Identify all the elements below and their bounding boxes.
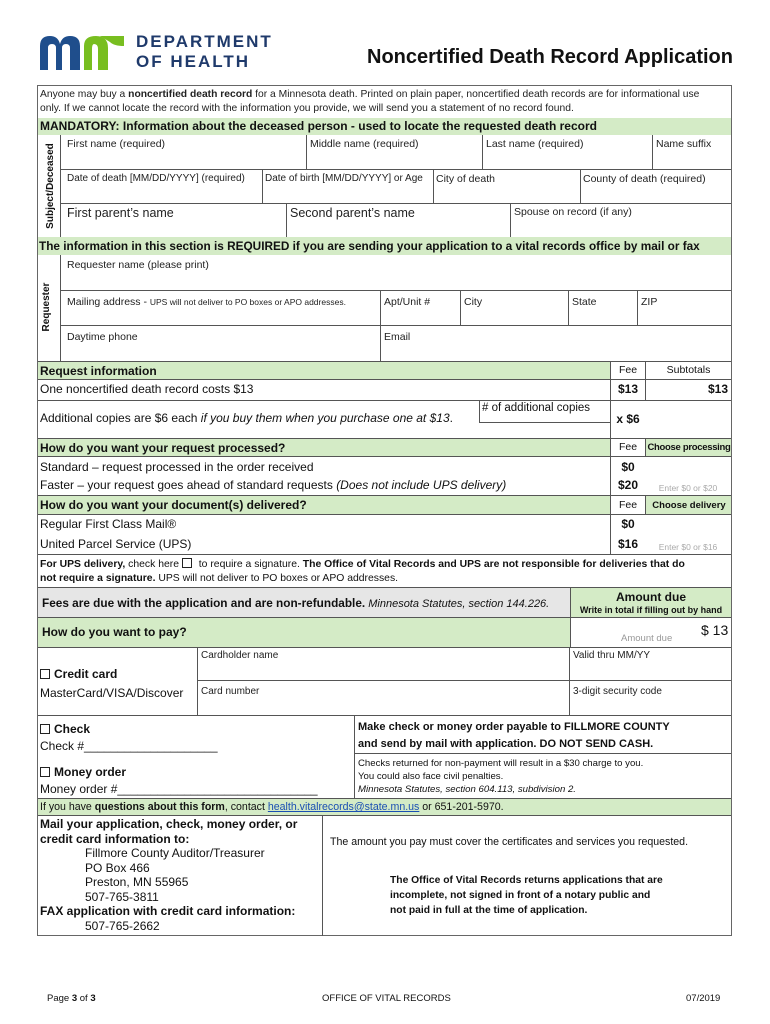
choose-delivery-header: Choose delivery — [652, 500, 726, 511]
subject-heading: MANDATORY: Information about the deceased person - used to locate the requested death record — [38, 118, 731, 135]
cover-note: The amount you pay must cover the certificates and services you requested. — [330, 836, 689, 848]
delivery-hint: Enter $0 or $16 — [658, 542, 718, 552]
processing-hint: Enter $0 or $20 — [658, 483, 718, 493]
faster-fee: $20 — [617, 478, 639, 492]
check-option[interactable]: Check — [40, 722, 90, 736]
faster-option: Faster – your request goes ahead of standard requests (Does not include UPS delivery) — [40, 478, 507, 492]
regular-mail-option: Regular First Class Mail® — [40, 517, 177, 531]
regular-mail-fee: $0 — [621, 517, 635, 531]
mail-instructions: Mail your application, check, money order, or credit card information to: Fillmore County Auditor/Treasurer PO Box 466 Preston, MN 55965 507-765-3811 FAX application with credit card information: 507-765-2662 — [40, 817, 298, 933]
fee-col-header: Fee — [618, 364, 638, 376]
standard-option: Standard – request processed in the order received — [40, 460, 314, 474]
spouse-field[interactable]: Spouse on record (if any) — [514, 206, 632, 218]
page-title: Noncertified Death Record Application — [367, 46, 733, 68]
one-copy-fee: $13 — [617, 382, 639, 396]
ups-signature-note: For UPS delivery, check here to require a signature. The Office of Vital Records and UPS are not responsible for deliveries that do not require a signature. UPS will not deliver to PO boxes or APO addresses. — [40, 559, 685, 584]
requester-name-field[interactable]: Requester name (please print) — [67, 259, 209, 271]
cardholder-name-field[interactable]: Cardholder name — [201, 650, 279, 661]
intro-text: Anyone may buy a noncertified death record for a Minnesota death. Printed on plain paper, noncertified death records are for informational use only. If we cannot locate the record with the information you provide, we will send you a statement of no record found. — [40, 89, 700, 114]
subtotals-col-header: Subtotals — [666, 364, 711, 376]
city-of-death-field[interactable]: City of death — [436, 173, 495, 185]
security-code-field[interactable]: 3-digit security code — [573, 686, 662, 697]
delivery-heading: How do you want your document(s) delivered? — [40, 498, 307, 512]
processing-heading: How do you want your request processed? — [40, 441, 286, 455]
credit-card-option[interactable]: Credit card — [40, 667, 117, 681]
one-copy-subtotal: $13 — [707, 382, 728, 396]
page-number: Page 3 of 3 — [47, 993, 96, 1004]
middle-name-field[interactable]: Middle name (required) — [310, 138, 419, 150]
fees-notice: Fees are due with the application and are non-refundable. Minnesota Statutes, section 144.226. — [42, 596, 550, 610]
amount-due-header: Amount due Write in total if filling out by hand — [571, 588, 731, 617]
date-of-birth-field[interactable]: Date of birth [MM/DD/YYYY] or Age — [265, 173, 423, 184]
request-heading: Request information — [40, 364, 157, 378]
date-of-death-field[interactable]: Date of death [MM/DD/YYYY] (required) — [67, 173, 245, 184]
subject-side-label: Subject/Deceased — [45, 143, 56, 229]
money-order-option[interactable]: Money order — [40, 765, 126, 779]
logo-line-1: DEPARTMENT — [136, 32, 273, 51]
money-order-number-field[interactable]: Money order #______________________________ — [40, 782, 318, 796]
choose-processing-header: Choose processing — [647, 442, 731, 453]
city-field[interactable]: City — [464, 296, 483, 308]
first-name-field[interactable]: First name (required) — [67, 138, 166, 150]
card-types: MasterCard/VISA/Discover — [40, 686, 184, 700]
additional-copies-text: Additional copies are $6 each if you buy them when you purchase one at $13. — [40, 411, 453, 425]
payment-heading: How do you want to pay? — [42, 625, 187, 639]
card-number-field[interactable]: Card number — [201, 686, 260, 697]
requester-side-label: Requester — [41, 282, 52, 332]
questions-note: If you have questions about this form, contact health.vitalrecords@state.mn.us or 651-201-5970. — [40, 801, 504, 813]
email-field[interactable]: Email — [384, 331, 411, 343]
payable-instructions: Make check or money order payable to FILLMORE COUNTY and send by mail with application. DO NOT SEND CASH. — [358, 721, 670, 750]
delivery-fee-header: Fee — [618, 499, 638, 511]
processing-fee-header: Fee — [618, 441, 638, 453]
additional-subtotal-input[interactable] — [645, 400, 731, 438]
county-of-death-field[interactable]: County of death (required) — [583, 173, 706, 185]
one-copy-text: One noncertified death record costs $13 — [40, 382, 254, 396]
state-field[interactable]: State — [572, 296, 597, 308]
returns-note: The Office of Vital Records returns applications that are incomplete, not signed in front of a notary public and not paid in full at the time of application. — [390, 875, 663, 916]
ups-fee: $16 — [617, 537, 639, 551]
mailing-address-field[interactable]: Mailing address - UPS will not deliver to PO boxes or APO addresses. — [67, 296, 346, 308]
check-number-field[interactable]: Check #____________________ — [40, 739, 218, 753]
name-suffix-field[interactable]: Name suffix — [656, 138, 712, 150]
zip-field[interactable]: ZIP — [641, 296, 658, 308]
returned-check-note: Checks returned for non-payment will result in a $30 charge to you. You could also face civil penalties. Minnesota Statutes, section 604.113, subdivision 2. — [358, 758, 644, 795]
credit-card-checkbox[interactable] — [40, 669, 50, 679]
money-order-checkbox[interactable] — [40, 767, 50, 777]
first-parent-field[interactable]: First parent’s name — [67, 206, 174, 220]
footer-office: OFFICE OF VITAL RECORDS — [322, 993, 451, 1004]
requester-heading: The information in this section is REQUIRED if you are sending your application to a vital records office by mail or fax — [38, 237, 731, 255]
ups-option: United Parcel Service (UPS) — [40, 537, 192, 551]
second-parent-field[interactable]: Second parent’s name — [290, 206, 415, 220]
valid-thru-field[interactable]: Valid thru MM/YY — [573, 650, 651, 661]
mdh-logo — [38, 32, 298, 76]
daytime-phone-field[interactable]: Daytime phone — [67, 331, 138, 343]
last-name-field[interactable]: Last name (required) — [486, 138, 584, 150]
contact-email-link[interactable]: health.vitalrecords@state.mn.us — [267, 801, 420, 813]
mn-logo-icon — [38, 32, 126, 72]
apt-unit-field[interactable]: Apt/Unit # — [384, 296, 431, 308]
check-checkbox[interactable] — [40, 724, 50, 734]
footer-date: 07/2019 — [686, 993, 721, 1004]
additional-copies-label: # of additional copies — [482, 402, 591, 414]
ups-signature-checkbox[interactable] — [182, 558, 192, 568]
standard-fee: $0 — [621, 460, 635, 474]
x6-multiplier: x $6 — [616, 412, 640, 426]
logo-line-2: OF HEALTH — [136, 52, 251, 71]
amount-due-input[interactable]: Amount due $ 13 — [621, 622, 729, 644]
